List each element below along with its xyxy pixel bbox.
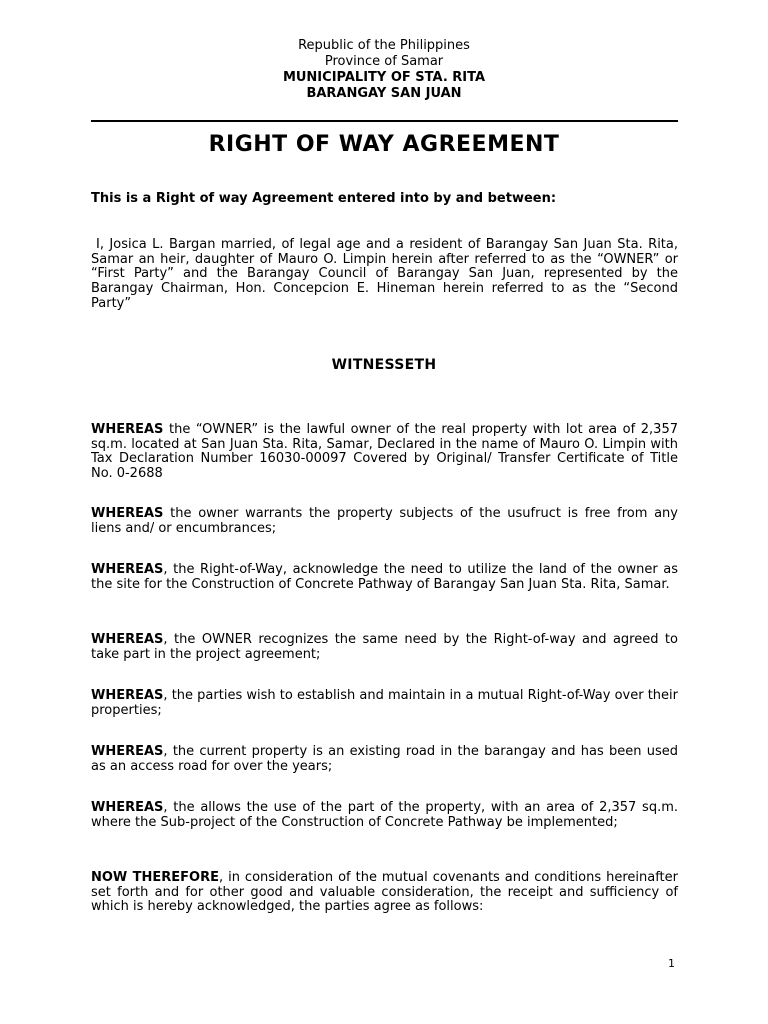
clause-lead: WHEREAS <box>91 562 164 577</box>
clause-text: the owner warrants the property subjects of the usufruct is free from any liens and/ or encumbrances; <box>91 506 678 536</box>
clause-7 <box>91 801 678 830</box>
page-number: 1 <box>668 957 675 970</box>
header-barangay: BARANGAY SAN JUAN <box>306 86 462 101</box>
clause-1 <box>91 423 678 482</box>
clause-4 <box>91 633 678 662</box>
clause-lead: WHEREAS <box>91 506 164 521</box>
header-province: Province of Samar <box>324 54 444 69</box>
clause-5 <box>91 689 678 718</box>
clause-text: , the OWNER recognizes the same need by the Right-of-way and agreed to take part in the project agreement; <box>91 632 678 662</box>
clause-text: , the allows the use of the part of the property, with an area of 2,357 sq.m. where the Sub-project of the Construction of Concrete Pathway be implemented; <box>91 800 678 830</box>
clause-3 <box>91 563 678 592</box>
parties-paragraph: I, Josica L. Bargan married, of legal age and a resident of Barangay San Juan Sta. Rita, Samar an heir, daughter of Mauro O. Limpin herein after referred to as the “OWNER” or “First Party” and the Barangay Council of Barangay San Juan, represented by the Barangay Chairman, Hon. Concepcion E. Hineman herein referred to as the “Second Party” <box>91 237 678 311</box>
clause-lead: WHEREAS <box>91 800 164 815</box>
clause-text: , the Right-of-Way, acknowledge the need to utilize the land of the owner as the site for the Construction of Concrete Pathway of Barangay San Juan Sta. Rita, Samar. <box>91 562 678 592</box>
clause-lead: WHEREAS <box>91 744 164 759</box>
clause-text: , the current property is an existing road in the barangay and has been used as an access road for over the years; <box>91 744 678 774</box>
document-title: RIGHT OF WAY AGREEMENT <box>208 132 560 157</box>
clause-text: the “OWNER” is the lawful owner of the real property with lot area of 2,357 sq.m. located at San Juan Sta. Rita, Samar, Declared in the name of Mauro O. Limpin with Tax Declaration Number 16030-00097 Covered by Original/ Transfer Certificate of Title No. 0-2688 <box>91 422 678 482</box>
witnesseth-heading: WITNESSETH <box>331 357 437 373</box>
clause-lead: NOW THEREFORE <box>91 870 219 885</box>
header-country: Republic of the Philippines <box>298 38 470 53</box>
clause-2 <box>91 507 678 536</box>
header-municipality: MUNICIPALITY OF STA. RITA <box>282 70 486 85</box>
clause-lead: WHEREAS <box>91 632 164 647</box>
clause-text: , in consideration of the mutual covenants and conditions hereinafter set forth and for other good and valuable consideration, the receipt and sufficiency of which is hereby acknowledged, the parties agree as follows: <box>91 870 678 915</box>
header-divider <box>91 120 678 122</box>
clause-lead: WHEREAS <box>91 422 164 437</box>
intro-statement: This is a Right of way Agreement entered into by and between: <box>91 191 557 206</box>
clause-8 <box>91 871 678 915</box>
clause-text: , the parties wish to establish and maintain in a mutual Right-of-Way over their properties; <box>91 688 678 718</box>
clause-6 <box>91 745 678 774</box>
clause-lead: WHEREAS <box>91 688 164 703</box>
document-header <box>0 38 768 102</box>
